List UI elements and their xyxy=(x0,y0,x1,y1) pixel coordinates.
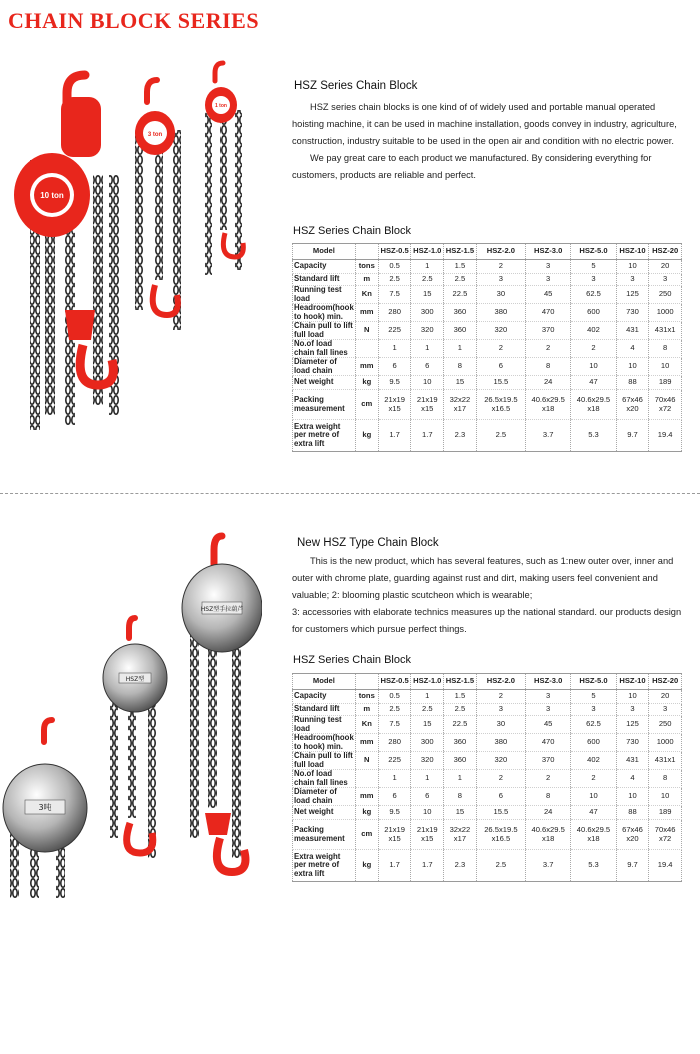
table-cell: 30 xyxy=(476,286,525,304)
table-row xyxy=(293,390,682,420)
table-cell: 300 xyxy=(411,734,444,752)
table-cell: 10 xyxy=(571,358,616,376)
table-cell: 19.4 xyxy=(649,420,682,452)
table-cell: 2 xyxy=(571,340,616,358)
row-unit: N xyxy=(355,752,378,770)
table-cell: 1 xyxy=(411,340,444,358)
table-cell: 10 xyxy=(616,358,649,376)
section1-heading: HSZ Series Chain Block xyxy=(294,80,418,92)
table-cell: 225 xyxy=(378,322,411,340)
table-cell: 2 xyxy=(476,690,525,704)
table-row xyxy=(293,322,682,340)
table-cell: 9.7 xyxy=(616,420,649,452)
row-label: Standard lift xyxy=(293,704,356,716)
table-cell: 40.6x29.5 x18 xyxy=(571,390,616,420)
table-cell: 4 xyxy=(616,770,649,788)
table-cell: 3 xyxy=(476,274,525,286)
table-row xyxy=(293,376,682,390)
table-cell: 2.5 xyxy=(378,274,411,286)
row-label: Running test load xyxy=(293,716,356,734)
table-cell: 88 xyxy=(616,376,649,390)
table-cell: 24 xyxy=(526,376,571,390)
large-chrome-label: HSZ型手拉葫芦 xyxy=(200,606,244,613)
header-model-name: HSZ-2.0 xyxy=(476,674,525,690)
header-model-name: HSZ-10 xyxy=(616,244,649,260)
row-label: Diameter of load chain xyxy=(293,788,356,806)
table-cell: 1.7 xyxy=(378,850,411,882)
table-cell: 600 xyxy=(571,734,616,752)
row-label: Capacity xyxy=(293,260,356,274)
table-cell: 2.5 xyxy=(411,274,444,286)
table-cell: 20 xyxy=(649,690,682,704)
table-cell: 2.5 xyxy=(476,420,525,452)
table-cell: 2.3 xyxy=(444,850,477,882)
table-cell: 6 xyxy=(476,358,525,376)
table-cell: 431x1 xyxy=(649,752,682,770)
table-cell: 5.3 xyxy=(571,850,616,882)
table-cell: 21x19 x15 xyxy=(411,820,444,850)
table-cell: 9.5 xyxy=(378,806,411,820)
table-cell: 22.5 xyxy=(444,286,477,304)
table-row xyxy=(293,734,682,752)
table-row xyxy=(293,286,682,304)
small-chrome-label: 3吨 xyxy=(38,803,52,812)
table-cell: 380 xyxy=(476,304,525,322)
table-row xyxy=(293,704,682,716)
table-cell: 8 xyxy=(444,358,477,376)
section1-paragraph: We pay great care to each product we manufactured. By considering everything for customers, products are reliable and perfect. xyxy=(292,153,652,180)
table-cell: 3 xyxy=(649,704,682,716)
table-cell: 40.6x29.5 x18 xyxy=(526,390,571,420)
table-cell: 3 xyxy=(526,690,571,704)
row-label: Net weight xyxy=(293,376,356,390)
table-cell: 1 xyxy=(411,690,444,704)
table-cell: 8 xyxy=(526,788,571,806)
table-cell: 21x19 x15 xyxy=(378,390,411,420)
section1-table-title: HSZ Series Chain Block xyxy=(293,225,411,237)
header-model-name: HSZ-5.0 xyxy=(571,674,616,690)
table-cell: 3 xyxy=(476,704,525,716)
table-cell: 189 xyxy=(649,806,682,820)
table-row xyxy=(293,850,682,882)
table-row xyxy=(293,806,682,820)
table-cell: 370 xyxy=(526,752,571,770)
table-cell: 3 xyxy=(616,274,649,286)
table-cell: 5.3 xyxy=(571,420,616,452)
row-unit: kg xyxy=(355,376,378,390)
row-unit: m xyxy=(355,274,378,286)
chrome-chain-block-photo xyxy=(0,528,262,898)
table-cell: 3 xyxy=(616,704,649,716)
section2-heading: New HSZ Type Chain Block xyxy=(297,537,439,549)
table-cell: 6 xyxy=(411,788,444,806)
table-row xyxy=(293,788,682,806)
table-cell: 5 xyxy=(571,260,616,274)
table-cell: 88 xyxy=(616,806,649,820)
table-cell: 470 xyxy=(526,304,571,322)
table-cell: 431 xyxy=(616,752,649,770)
table-cell: 10 xyxy=(649,788,682,806)
table-cell: 22.5 xyxy=(444,716,477,734)
row-unit: kg xyxy=(355,806,378,820)
table-cell: 30 xyxy=(476,716,525,734)
table-cell: 125 xyxy=(616,716,649,734)
table-cell: 10 xyxy=(649,358,682,376)
row-unit: mm xyxy=(355,358,378,376)
table-cell: 3 xyxy=(526,704,571,716)
table-cell: 2 xyxy=(571,770,616,788)
table-cell: 600 xyxy=(571,304,616,322)
table-header-row xyxy=(293,674,682,690)
table-cell: 32x22 x17 xyxy=(444,820,477,850)
row-label: No.of load chain fall lines xyxy=(293,340,356,358)
row-unit xyxy=(355,770,378,788)
table-cell: 189 xyxy=(649,376,682,390)
table-cell: 62.5 xyxy=(571,716,616,734)
table-cell: 402 xyxy=(571,322,616,340)
medium-block-label: 3 ton xyxy=(147,132,163,138)
row-label: Net weight xyxy=(293,806,356,820)
section2-spec-table xyxy=(292,673,682,882)
table-cell: 21x19 x15 xyxy=(378,820,411,850)
small-block-label: 1 ton xyxy=(215,103,227,109)
header-model-name: HSZ-1.5 xyxy=(444,674,477,690)
table-row xyxy=(293,752,682,770)
table-cell: 6 xyxy=(378,788,411,806)
table-cell: 402 xyxy=(571,752,616,770)
table-cell: 1000 xyxy=(649,734,682,752)
header-model-name: HSZ-1.5 xyxy=(444,244,477,260)
table-cell: 6 xyxy=(378,358,411,376)
table-cell: 10 xyxy=(411,806,444,820)
header-model: Model xyxy=(293,244,356,260)
table-row xyxy=(293,716,682,734)
table-cell: 431x1 xyxy=(649,322,682,340)
table-cell: 380 xyxy=(476,734,525,752)
section2-description xyxy=(292,553,682,638)
table-cell: 2 xyxy=(526,770,571,788)
table-cell: 1.5 xyxy=(444,260,477,274)
table-cell: 320 xyxy=(411,752,444,770)
table-row xyxy=(293,770,682,788)
row-label: Running test load xyxy=(293,286,356,304)
table-cell: 2.3 xyxy=(444,420,477,452)
table-cell: 0.5 xyxy=(378,690,411,704)
table-cell: 2.5 xyxy=(444,704,477,716)
table-cell: 6 xyxy=(476,788,525,806)
row-unit: Kn xyxy=(355,716,378,734)
row-label: Chain pull to lift full load xyxy=(293,322,356,340)
table-cell: 280 xyxy=(378,304,411,322)
row-label: Capacity xyxy=(293,690,356,704)
table-cell: 250 xyxy=(649,286,682,304)
table-row xyxy=(293,260,682,274)
table-row xyxy=(293,690,682,704)
table-cell: 2 xyxy=(476,260,525,274)
table-cell: 360 xyxy=(444,752,477,770)
table-cell: 3 xyxy=(571,274,616,286)
table-row xyxy=(293,274,682,286)
row-unit: tons xyxy=(355,260,378,274)
table-cell: 320 xyxy=(411,322,444,340)
table-cell: 1 xyxy=(411,770,444,788)
row-label: Chain pull to lift full load xyxy=(293,752,356,770)
table-cell: 2.5 xyxy=(444,274,477,286)
row-unit: cm xyxy=(355,820,378,850)
table-cell: 360 xyxy=(444,304,477,322)
table-cell: 40.6x29.5 x18 xyxy=(571,820,616,850)
table-cell: 1.7 xyxy=(411,420,444,452)
table-row xyxy=(293,420,682,452)
table-cell: 10 xyxy=(616,690,649,704)
table-cell: 70x46 x72 xyxy=(649,820,682,850)
table-cell: 15 xyxy=(444,806,477,820)
table-cell: 360 xyxy=(444,734,477,752)
section2-paragraph: This is the new product, which has several features, such as 1:new outer over, inner and outer with chrome plate, guarding against rust and dirt, making users feel convenient and valuable; 2: blooming plastic scutcheon which is wearable; xyxy=(292,556,674,600)
row-label: Extra weight per metre of extra lift xyxy=(293,420,356,452)
header-model-name: HSZ-20 xyxy=(649,244,682,260)
table-cell: 3 xyxy=(526,260,571,274)
table-cell: 1.7 xyxy=(411,850,444,882)
table-cell: 45 xyxy=(526,716,571,734)
row-unit: kg xyxy=(355,420,378,452)
table-cell: 1 xyxy=(411,260,444,274)
table-cell: 9.5 xyxy=(378,376,411,390)
table-cell: 2 xyxy=(476,340,525,358)
table-cell: 1.5 xyxy=(444,690,477,704)
table-cell: 320 xyxy=(476,752,525,770)
row-unit: tons xyxy=(355,690,378,704)
section-divider xyxy=(0,493,700,494)
table-cell: 250 xyxy=(649,716,682,734)
table-cell: 62.5 xyxy=(571,286,616,304)
table-row xyxy=(293,304,682,322)
page-title: CHAIN BLOCK SERIES xyxy=(8,8,260,33)
section1-description xyxy=(292,99,680,184)
row-unit xyxy=(355,340,378,358)
header-model-name: HSZ-2.0 xyxy=(476,244,525,260)
table-cell: 3.7 xyxy=(526,420,571,452)
table-cell: 70x46 x72 xyxy=(649,390,682,420)
medium-chrome-label: HSZ型 xyxy=(125,676,145,683)
table-cell: 470 xyxy=(526,734,571,752)
table-cell: 8 xyxy=(649,770,682,788)
table-cell: 2 xyxy=(526,340,571,358)
table-cell: 9.7 xyxy=(616,850,649,882)
table-cell: 5 xyxy=(571,690,616,704)
row-label: Packing measurement xyxy=(293,820,356,850)
row-unit: kg xyxy=(355,850,378,882)
header-unit xyxy=(355,244,378,260)
table-cell: 67x46 x20 xyxy=(616,390,649,420)
table-row xyxy=(293,358,682,376)
section1-spec-table xyxy=(292,243,682,452)
table-cell: 125 xyxy=(616,286,649,304)
table-cell: 280 xyxy=(378,734,411,752)
section2-paragraph: 3: accessories with elaborate technics measures up the national standard. our products design for customers which pursue perfect things. xyxy=(292,607,682,634)
table-cell: 26.5x19.5 x16.5 xyxy=(476,820,525,850)
header-model-name: HSZ-1.0 xyxy=(411,244,444,260)
table-cell: 21x19 x15 xyxy=(411,390,444,420)
row-label: Diameter of load chain xyxy=(293,358,356,376)
table-header-row xyxy=(293,244,682,260)
table-cell: 2.5 xyxy=(411,704,444,716)
table-cell: 67x46 x20 xyxy=(616,820,649,850)
row-label: Standard lift xyxy=(293,274,356,286)
table-cell: 370 xyxy=(526,322,571,340)
table-cell: 47 xyxy=(571,806,616,820)
table-cell: 8 xyxy=(526,358,571,376)
table-cell: 15 xyxy=(444,376,477,390)
table-cell: 1.7 xyxy=(378,420,411,452)
table-cell: 1 xyxy=(378,770,411,788)
table-cell: 24 xyxy=(526,806,571,820)
table-cell: 6 xyxy=(411,358,444,376)
table-cell: 225 xyxy=(378,752,411,770)
table-cell: 3.7 xyxy=(526,850,571,882)
header-model-name: HSZ-1.0 xyxy=(411,674,444,690)
header-model-name: HSZ-3.0 xyxy=(526,674,571,690)
header-model-name: HSZ-20 xyxy=(649,674,682,690)
table-cell: 0.5 xyxy=(378,260,411,274)
header-model: Model xyxy=(293,674,356,690)
table-cell: 15.5 xyxy=(476,806,525,820)
large-block-label: 10 ton xyxy=(40,191,64,200)
table-cell: 32x22 x17 xyxy=(444,390,477,420)
table-cell: 320 xyxy=(476,322,525,340)
table-cell: 8 xyxy=(444,788,477,806)
table-row xyxy=(293,820,682,850)
table-row xyxy=(293,340,682,358)
table-cell: 15 xyxy=(411,286,444,304)
table-cell: 40.6x29.5 x18 xyxy=(526,820,571,850)
red-chain-block-photo xyxy=(5,55,260,440)
table-cell: 8 xyxy=(649,340,682,358)
table-cell: 2.5 xyxy=(378,704,411,716)
header-model-name: HSZ-0.5 xyxy=(378,244,411,260)
table-cell: 10 xyxy=(571,788,616,806)
table-cell: 4 xyxy=(616,340,649,358)
header-unit xyxy=(355,674,378,690)
table-cell: 1 xyxy=(378,340,411,358)
table-cell: 15 xyxy=(411,716,444,734)
table-cell: 47 xyxy=(571,376,616,390)
header-model-name: HSZ-5.0 xyxy=(571,244,616,260)
table-cell: 10 xyxy=(411,376,444,390)
table-cell: 19.4 xyxy=(649,850,682,882)
table-cell: 730 xyxy=(616,304,649,322)
section1-paragraph: HSZ series chain blocks is one kind of of widely used and portable manual operated hoisting machine, it can be used in machine installation, goods convey in industry, agriculture, construction, industry suitable to be used in the open air and condition with no electric power. xyxy=(292,102,677,146)
table-cell: 26.5x19.5 x16.5 xyxy=(476,390,525,420)
row-label: Headroom(hook to hook) min. xyxy=(294,303,354,321)
table-cell: 1 xyxy=(444,340,477,358)
table-cell: 10 xyxy=(616,260,649,274)
row-unit: Kn xyxy=(355,286,378,304)
table-cell: 431 xyxy=(616,322,649,340)
header-model-name: HSZ-0.5 xyxy=(378,674,411,690)
row-label: Packing measurement xyxy=(293,390,356,420)
table-cell: 45 xyxy=(526,286,571,304)
table-cell: 1 xyxy=(444,770,477,788)
table-cell: 2 xyxy=(476,770,525,788)
row-unit: mm xyxy=(355,734,378,752)
row-label: Extra weight per metre of extra lift xyxy=(293,850,356,882)
table-cell: 360 xyxy=(444,322,477,340)
row-unit: mm xyxy=(355,304,378,322)
header-model-name: HSZ-10 xyxy=(616,674,649,690)
table-cell: 300 xyxy=(411,304,444,322)
row-unit: cm xyxy=(355,390,378,420)
table-cell: 20 xyxy=(649,260,682,274)
row-unit: N xyxy=(355,322,378,340)
row-label: Headroom(hook to hook) min. xyxy=(294,733,354,751)
header-model-name: HSZ-3.0 xyxy=(526,244,571,260)
section2-table-title: HSZ Series Chain Block xyxy=(293,654,411,666)
table-cell: 7.5 xyxy=(378,286,411,304)
table-cell: 7.5 xyxy=(378,716,411,734)
table-cell: 1000 xyxy=(649,304,682,322)
table-cell: 15.5 xyxy=(476,376,525,390)
table-cell: 10 xyxy=(616,788,649,806)
table-cell: 730 xyxy=(616,734,649,752)
table-cell: 3 xyxy=(571,704,616,716)
table-cell: 2.5 xyxy=(476,850,525,882)
row-unit: mm xyxy=(355,788,378,806)
row-label: No.of load chain fall lines xyxy=(293,770,356,788)
row-unit: m xyxy=(355,704,378,716)
table-cell: 3 xyxy=(526,274,571,286)
table-cell: 3 xyxy=(649,274,682,286)
